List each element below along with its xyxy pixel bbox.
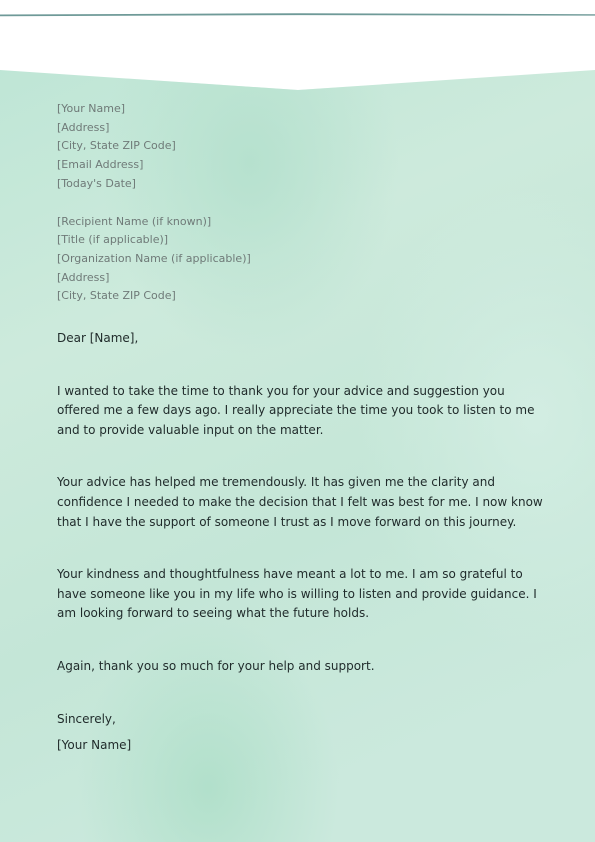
body-paragraph: I wanted to take the time to thank you for your advice and suggestion you offered me a few days ago. I really appreciate the time you took to listen to me and to provide valuable input on the matter. — [57, 383, 535, 437]
body-paragraph: Your advice has helped me tremendously. It has given me the clarity and confidence I needed to make the decision that I felt was best for me. I now know that I have the support of someone I trust as I move forward on this journey. — [57, 475, 543, 529]
recipient-address: [Address] — [57, 270, 110, 284]
recipient-organization: [Organization Name (if applicable)] — [57, 251, 251, 265]
letter-body — [57, 100, 545, 756]
block-spacer — [57, 194, 545, 213]
sender-address: [Address] — [57, 120, 110, 134]
salutation: Dear [Name], — [57, 331, 139, 346]
recipient-title: [Title (if applicable)] — [57, 233, 169, 247]
recipient-city-state-zip: [City, State ZIP Code] — [57, 289, 176, 303]
signature-name: [Your Name] — [57, 738, 132, 753]
sender-name: [Your Name] — [57, 102, 126, 115]
letter-date: [Today's Date] — [57, 176, 136, 190]
recipient-block — [57, 213, 545, 307]
closing: Sincerely, — [57, 711, 116, 726]
sender-email: [Email Address] — [57, 158, 144, 172]
sender-city-state-zip: [City, State ZIP Code] — [57, 139, 176, 153]
recipient-name: [Recipient Name (if known)] — [57, 214, 212, 228]
sender-block — [57, 100, 545, 194]
body-paragraph: Again, thank you so much for your help and support. — [57, 658, 375, 673]
body-paragraph: Your kindness and thoughtfulness have meant a lot to me. I am so grateful to have someone like you in my life who is willing to listen and provide guidance. I am looking forward to seeing what the future holds. — [57, 567, 537, 621]
